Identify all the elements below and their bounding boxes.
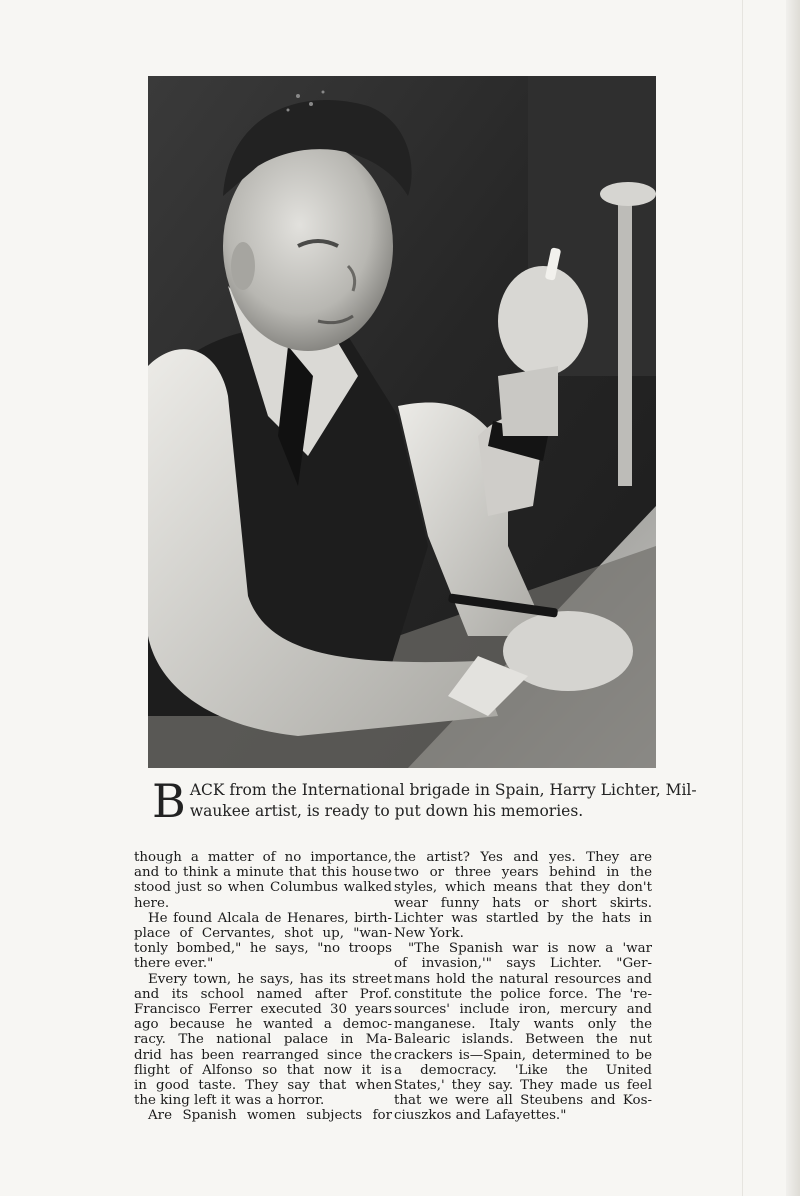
article-line: Every town, he says, has its street: [148, 971, 392, 987]
caption-line-2: waukee artist, is ready to put down his memories.: [189, 802, 584, 820]
article-line: though a matter of no importance,: [134, 850, 392, 865]
article-line: New York.: [394, 926, 464, 942]
article-line: States,' they say. They made us feel: [394, 1078, 652, 1094]
page-edge-shadow: [786, 0, 800, 1196]
article-line: crackers is—Spain, determined to be: [394, 1047, 652, 1063]
article-line: Lichter was startled by the hats in: [394, 910, 652, 926]
article-line: in good taste. They say that when: [134, 1078, 392, 1094]
article-line: of invasion,'" says Lichter. "Ger-: [394, 956, 652, 972]
article-line: drid has been rearranged since the: [134, 1047, 392, 1063]
article-line: racy. The national palace in Ma-: [134, 1032, 392, 1048]
photo-caption: [152, 774, 697, 828]
portrait-photo: [148, 76, 656, 768]
article-line: Francisco Ferrer executed 30 years: [134, 1002, 392, 1018]
article-line: a democracy. 'Like the United: [394, 1062, 652, 1078]
page-edge-line: [742, 0, 743, 1196]
article-line: ago because he wanted a democ-: [134, 1017, 392, 1033]
article-line: tonly bombed," he says, "no troops: [134, 941, 392, 957]
article-line: sources' include iron, mercury and: [394, 1002, 652, 1018]
article-line: styles, which means that they don't: [394, 880, 652, 896]
article-left-column: [134, 850, 392, 1124]
article-line: place of Cervantes, shot up, "wan-: [134, 926, 392, 942]
article-line: "The Spanish war is now a 'war: [408, 941, 652, 957]
portrait-photo-illustration: [148, 76, 656, 768]
article-line: He found Alcala de Henares, birth-: [148, 910, 392, 926]
article-right-column: [394, 850, 652, 1124]
article-line: Balearic islands. Between the nut: [394, 1032, 652, 1048]
caption-dropcap: B: [152, 774, 186, 828]
article-line: wear funny hats or short skirts.: [394, 895, 652, 911]
article-line: flight of Alfonso so that now it is: [134, 1062, 392, 1078]
article-line: Are Spanish women subjects for: [148, 1108, 392, 1124]
caption-line-1: ACK from the International brigade in Spain, Harry Lichter, Mil-: [189, 781, 697, 799]
article-line: the king left it was a horror.: [134, 1093, 325, 1109]
article-line: two or three years behind in the: [394, 865, 652, 881]
article-line: stood just so when Columbus walked: [134, 880, 392, 896]
article-line: constitute the police force. The 're-: [394, 986, 652, 1002]
article-line: mans hold the natural resources and: [394, 971, 652, 987]
article-line: ciuszkos and Lafayettes.": [394, 1108, 567, 1124]
article-line: there ever.": [134, 956, 214, 972]
article-line: manganese. Italy wants only the: [394, 1017, 652, 1033]
article-line: and to think a minute that this house: [134, 865, 392, 881]
article-line: that we were all Steubens and Kos-: [394, 1093, 652, 1109]
article-line: the artist? Yes and yes. They are: [394, 850, 652, 865]
article-line: and its school named after Prof.: [134, 986, 392, 1002]
article-line: here.: [134, 895, 170, 911]
